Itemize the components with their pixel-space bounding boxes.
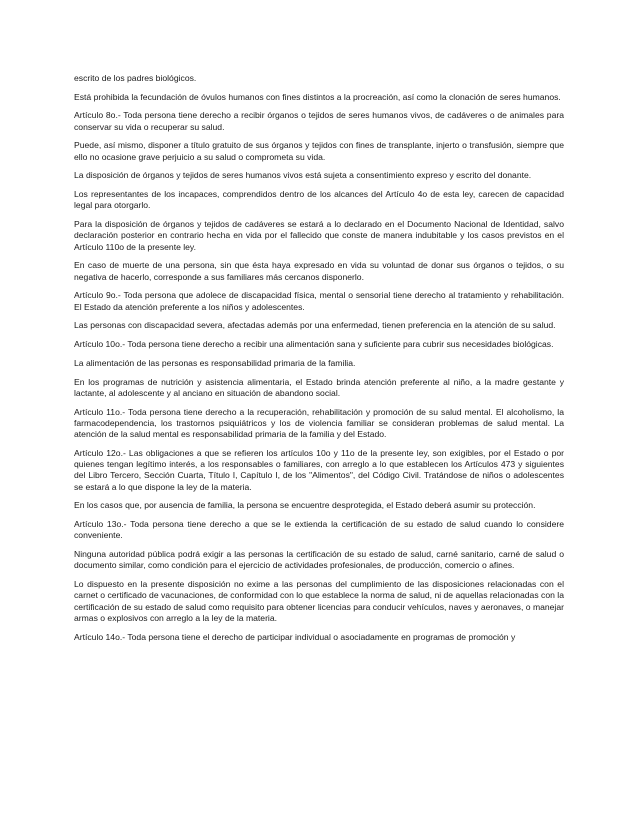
paragraph-family-food-responsibility: La alimentación de las personas es responsabilidad primaria de la familia. [74, 357, 356, 368]
paragraph-cadaver-organs: Para la disposición de órganos y tejidos de cadáveres se estará a lo declarado en el Documento Nacional de Identidad, salvo declaración posterior en contrario hecha en vida por el fallecido que conste de manera indubitable y los casos previstos en el Artículo 110o de la presente ley. [74, 219, 564, 252]
document-body [74, 73, 564, 650]
paragraph-no-certificate-requirement: Ninguna autoridad pública podrá exigir a las personas la certificación de su estado de salud, carné sanitario, carné de salud o documento similar, como condición para el ejercicio de actividades profesionales, de producción, comercio o afines. [74, 549, 564, 571]
paragraph-article-10: Artículo 10o.- Toda persona tiene derecho a recibir una alimentación sana y suficiente para cubrir sus necesidades biológicas. [74, 339, 554, 350]
paragraph-article-13: Artículo 13o.- Toda persona tiene derecho a que se le extienda la certificación de su estado de salud cuando lo considere conveniente. [74, 519, 564, 541]
paragraph-article-9: Artículo 9o.- Toda persona que adolece de discapacidad física, mental o sensorial tiene derecho al tratamiento y rehabilitación. El Estado da atención preferente a los niños y adolescentes. [74, 290, 564, 312]
paragraph-state-protection: En los casos que, por ausencia de familia, la persona se encuentre desprotegida, el Estado deberá asumir su protección. [74, 500, 536, 511]
paragraph-article-11: Artículo 11o.- Toda persona tiene derecho a la recuperación, rehabilitación y promoción de su salud mental. El alcoholismo, la farmacodependencia, los trastornos psiquiátricos y los de violencia familiar se consideran problemas de salud mental. La atención de la salud mental es responsabilidad primaria de la familia y del Estado. [74, 406, 564, 440]
paragraph-family-decision: En caso de muerte de una persona, sin que ésta haya expresado en vida su voluntad de donar sus órganos o tejidos, o su negativa de hacerlo, corresponde a sus familiares más cercanos disponerlo. [74, 260, 564, 282]
paragraph-article-12: Artículo 12o.- Las obligaciones a que se refieren los artículos 10o y 11o de la presente ley, son exigibles, por el Estado o por quienes tengan legítimo interés, a los responsables o familiares, con arreglo a lo que establecen los Artículos 473 y siguientes del Libro Tercero, Sección Cuarta, Título I, Capítulo I, de los "Alimentos", del Código Civil. Tratándose de niños o adolescentes se estará a lo que dispone la ley de la materia. [74, 447, 564, 492]
paragraph-vaccination-exceptions: Lo dispuesto en la presente disposición no exime a las personas del cumplimiento de las disposiciones relacionadas con el carnet o certificado de vacunaciones, de conformidad con lo que establece la norma de salud, ni de aquellas relacionadas con la certificación de su estado de salud como requisito para obtener licencias para conducir vehículos, naves y aeronaves, o manejar armas o explosivos con arreglo a la ley de la materia. [74, 579, 564, 623]
paragraph-severe-disability: Las personas con discapacidad severa, afectadas además por una enfermedad, tienen preferencia en la atención de su salud. [74, 320, 556, 331]
paragraph-continuation: escrito de los padres biológicos. [74, 73, 197, 83]
paragraph-article-14: Artículo 14o.- Toda persona tiene el derecho de participar individual o asociadamente en programas de promoción y [74, 631, 516, 642]
paragraph-nutrition-programs: En los programas de nutrición y asistencia alimentaria, el Estado brinda atención preferente al niño, a la madre gestante y lactante, al adolescente y al anciano en situación de abandono social. [74, 376, 564, 398]
paragraph-cloning-prohibition: Está prohibida la fecundación de óvulos humanos con fines distintos a la procreación, así como la clonación de seres humanos. [74, 91, 561, 102]
paragraph-article-8: Artículo 8o.- Toda persona tiene derecho a recibir órganos o tejidos de seres humanos vivos, de cadáveres o de animales para conservar su vida o recuperar su salud. [74, 110, 564, 132]
paragraph-donor-consent: La disposición de órganos y tejidos de seres humanos vivos está sujeta a consentimiento expreso y escrito del donante. [74, 170, 532, 181]
paragraph-incapable-representatives: Los representantes de los incapaces, comprendidos dentro de los alcances del Artículo 4o de esta ley, carecen de capacidad legal para otorgarlo. [74, 189, 564, 211]
paragraph-free-donation: Puede, así mismo, disponer a título gratuito de sus órganos y tejidos con fines de transplante, injerto o transfusión, siempre que ello no ocasione grave perjuicio a su salud o comprometa su vida. [74, 140, 564, 162]
